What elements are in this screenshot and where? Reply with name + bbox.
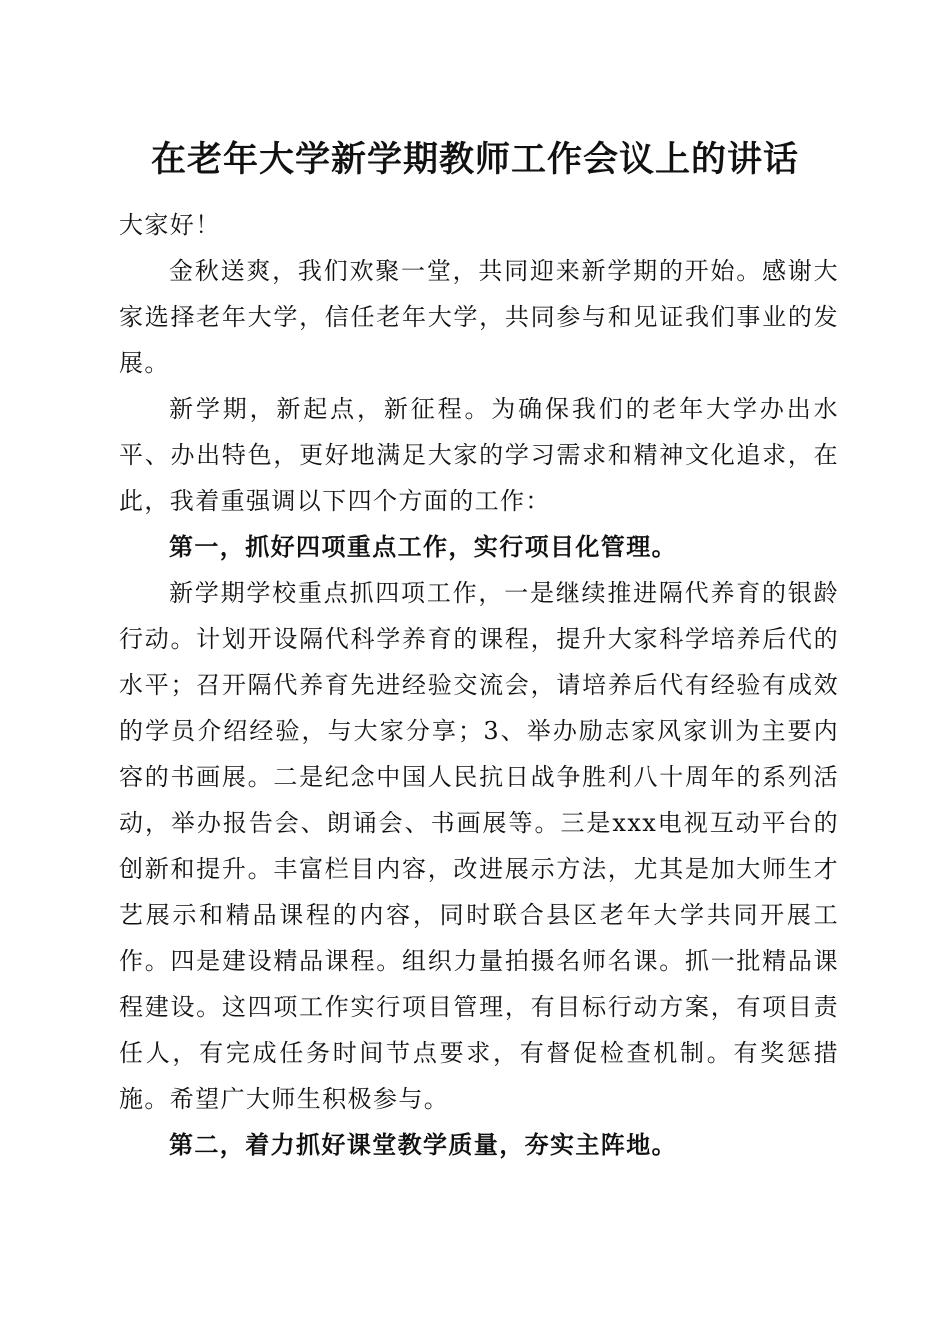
document-body: [119, 202, 839, 1168]
document-title: 在老年大学新学期教师工作会议上的讲话: [150, 140, 799, 180]
opening-paragraph: 金秋送爽，我们欢聚一堂，共同迎来新学期的开始。感谢大家选择老年大学，信任老年大学，共同参与和见证我们事业的发展。: [119, 257, 839, 377]
section-heading-1: 第一，抓好四项重点工作，实行项目化管理。: [169, 532, 677, 561]
intro-paragraph: 新学期，新起点，新征程。为确保我们的老年大学办出水平、办出特色，更好地满足大家的学习需求和精神文化追求，在此，我着重强调以下四个方面的工作：: [119, 395, 839, 515]
greeting-paragraph: 大家好！: [119, 211, 221, 239]
section-heading-2: 第二，着力抓好课堂教学质量，夯实主阵地。: [169, 1130, 677, 1159]
section-body-1: 新学期学校重点抓四项工作，一是继续推进隔代养育的银龄行动。计划开设隔代科学养育的课程，提升大家科学培养后代的水平；召开隔代养育先进经验交流会，请培养后代有经验有成效的学员介绍经验，与大家分享；3、举办励志家风家训为主要内容的书画展。二是纪念中国人民抗日战争胜利八十周年的系列活动，举办报告会、朗诵会、书画展等。三是xxx电视互动平台的创新和提升。丰富栏目内容，改进展示方法，尤其是加大师生才艺展示和精品课程的内容，同时联合县区老年大学共同开展工作。四是建设精品课程。组织力量拍摄名师名课。抓一批精品课程建设。这四项工作实行项目管理，有目标行动方案，有项目责任人，有完成任务时间节点要求，有督促检查机制。有奖惩措施。希望广大师生积极参与。: [119, 579, 839, 1113]
